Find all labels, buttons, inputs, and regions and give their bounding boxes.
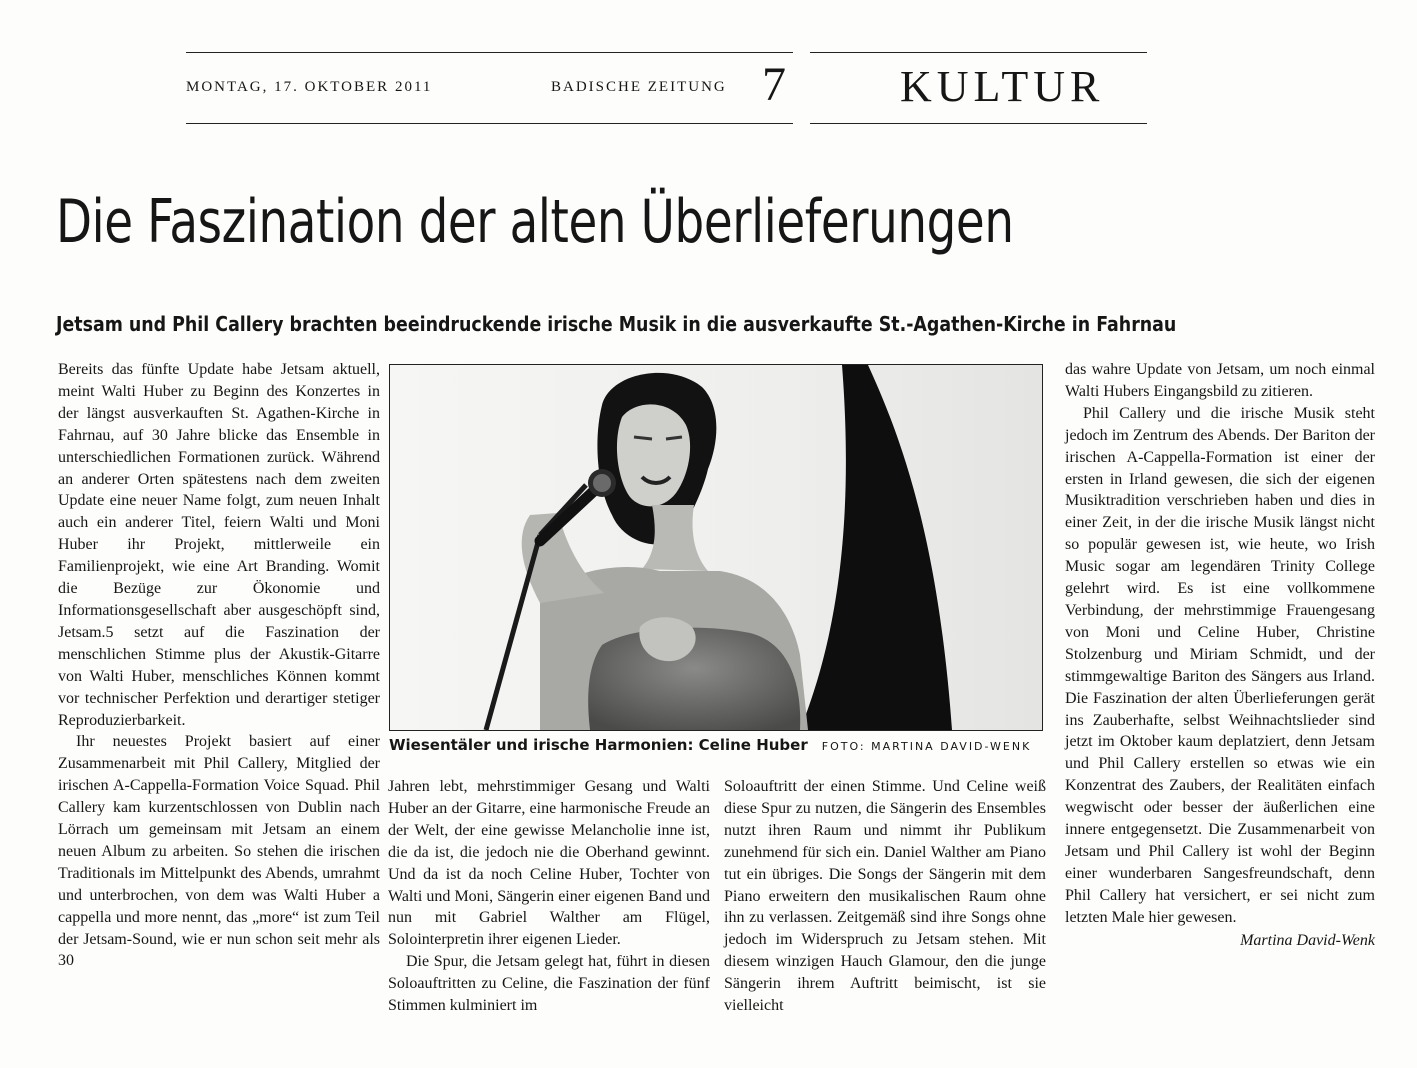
issue-date: MONTAG, 17. OKTOBER 2011 <box>186 79 433 95</box>
newspaper-name: BADISCHE ZEITUNG <box>551 79 727 95</box>
masthead-left <box>186 52 793 124</box>
photo-caption <box>389 736 1109 755</box>
paragraph: Phil Callery und die irische Musik steht jedoch im Zentrum des Abends. Der Bariton der irischen A-Cappella-Formation ist einer der ersten in Irland gewesen, die sich der eigenen Musiktradition verschrieben haben und dies in einer Zeit, in der die irische Musik längst nicht so populär gewesen ist, wie heute, wo Irish Music sogar am legendären Trinity College gelehrt wird. Es ist eine vollkommene Verbindung, der mehrstimmige Frauengesang von Moni und Celine Huber, Christine Stolzenburg und Miriam Schmidt, und der stimmgewaltige Bariton des Sängers aus Irland. Die Faszination der alten Überlieferungen gerät ins Zauberhafte, selbst Weihnachtslieder sind jetzt im Oktober kaum deplatziert, denn Jetsam und Phil Callery erstellen so etwas wie ein Konzentrat des Zaubers, der Realitäten einfach wegwischt oder besser der äußerlichen eine innere entgegensetzt. Die Zusammenarbeit von Jetsam und Phil Callery ist wohl der Beginn einer wunderbaren Sangesfreundschaft, denn Phil Callery hat versichert, er sei nicht zum letzten Male hier gewesen. <box>1065 404 1375 926</box>
page-number: 7 <box>762 58 786 111</box>
text-column-3 <box>724 776 1046 1017</box>
section-title: KULTUR <box>900 62 1105 111</box>
text-column-1 <box>58 359 380 972</box>
paragraph: Die Spur, die Jetsam gelegt hat, führt in diesen Soloauftritten zu Celine, die Faszination der fünf Stimmen kulminiert im <box>388 953 710 1015</box>
text-column-4 <box>1065 359 1375 951</box>
masthead-right <box>810 52 1147 124</box>
text-column-2 <box>388 776 710 1017</box>
paragraph: Jahren lebt, mehrstimmiger Gesang und Walti Huber an der Gitarre, eine harmonische Freude an der Welt, der eine gewisse Melancholie inne ist, die da ist, die jedoch nie die Oberhand gewinnt. Und da ist da noch Celine Huber, Tochter von Walti und Moni, Sängerin einer eigenen Band und nun mit Gabriel Walther am Flügel, Solointerpretin ihrer eigenen Lieder. <box>388 778 710 949</box>
author-byline: Martina David-Wenk <box>1240 931 1375 949</box>
photo-credit: FOTO: MARTINA DAVID-WENK <box>821 740 1032 753</box>
paragraph: Ihr neuestes Projekt basiert auf einer Zusammenarbeit mit Phil Callery, Mitglied der irischen A-Cappella-Formation Voice Squad. Phil Callery kam kurzentschlossen von Dublin nach Lörrach um gemeinsam mit Jetsam an einem neuen Album zu arbeiten. So stehen die irischen Traditionals im Mittelpunkt des Abends, umrahmt und unterbrochen, von dem was Walti Huber a cappella und more nennt, das „more“ ist zum Teil der Jetsam-Sound, wie er nun schon seit mehr als 30 <box>58 733 380 970</box>
article-photo <box>389 364 1043 731</box>
caption-text: Wiesentäler und irische Harmonien: Celine Huber <box>389 736 808 754</box>
singer-photo-illustration <box>390 365 1042 730</box>
paragraph: Bereits das fünfte Update habe Jetsam aktuell, meint Walti Huber zu Beginn des Konzertes in der längst ausverkauften St. Agathen-Kirche in Fahrnau, auf 30 Jahre blicke das Ensemble in unterschiedlichen Formationen zurück. Während an anderer Orten spätestens nach dem zweiten Update eine neuer Name folgt, zum neuen Inhalt auch ein anderer Titel, feiern Walti und Moni Huber ihr Projekt, mittlerweile ein Familienprojekt, wie eine Art Branding. Womit die Bezüge zur Ökonomie und Informationsgesellschaft aber ausgeschöpft sind, Jetsam.5 setzt auf die Faszination der menschlichen Stimme plus der Akustik-Gitarre von Walti Huber, menschliches Können kommt vor technischer Perfektion und derartiger stetiger Reproduzierbarkeit. <box>58 361 380 729</box>
article-headline: Die Faszination der alten Überlieferungen <box>56 187 1014 257</box>
paragraph: Soloauftritt der einen Stimme. Und Celine weiß diese Spur zu nutzen, die Sängerin des Ensembles nutzt ihren Raum und nimmt ihr Publikum zunehmend für sich ein. Daniel Walther am Piano tut ein übriges. Die Songs der Sängerin mit dem Piano erweitern den musikalischen Raum ohne ihn zu verlassen. Zeitgemäß sind ihre Songs ohne jedoch im Widerspruch zu Jetsam stehen. Mit diesem winzigen Hauch Glamour, den die junge Sängerin ihrem Auftritt beimischt, ist sie vielleicht <box>724 778 1046 1015</box>
article-subheadline: Jetsam und Phil Callery brachten beeindruckende irische Musik in die ausverkaufte St.-Agathen-Kirche in Fahrnau <box>56 312 1177 336</box>
paragraph: das wahre Update von Jetsam, um noch einmal Walti Hubers Eingangsbild zu zitieren. <box>1065 361 1375 400</box>
